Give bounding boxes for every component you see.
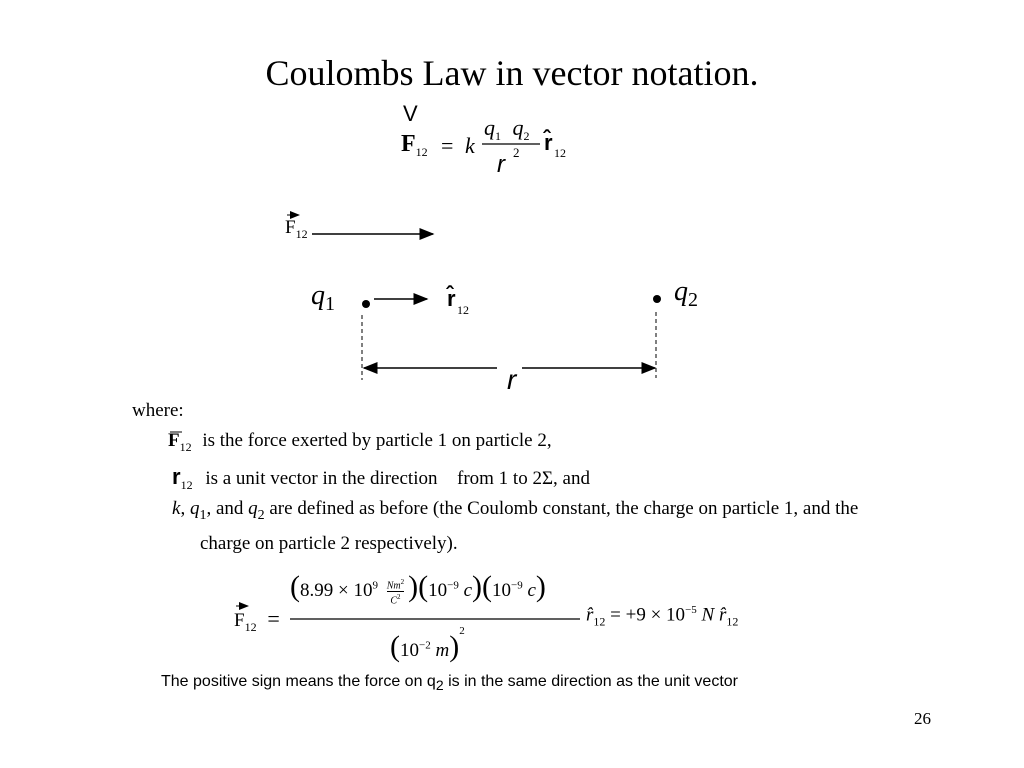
bottom-rhat-1-sub: 12	[593, 614, 606, 629]
diagram-q2-sub: 2	[688, 289, 698, 311]
where-line-1-symbol: F	[168, 430, 180, 451]
bottom-unit-num: Nm$^2$	[386, 577, 405, 592]
where-line-2-sub: 12	[180, 478, 193, 492]
where-line-1	[168, 430, 552, 455]
q1-sub: 1	[495, 129, 501, 143]
diagram-force-sub: 12	[295, 227, 308, 241]
bottom-ten-d: 10	[400, 640, 419, 661]
bottom-rhat-1: r̂	[586, 604, 594, 626]
bottom-equals: =	[267, 606, 280, 631]
bottom-numerator: ($8.99 \times 10^9$ $\frac{Nm^2}{C^2}$ )($10^{-9}$ $c)(10^{-9}$ c)	[290, 570, 546, 607]
diagram-q2-letter: q	[674, 276, 688, 307]
diagram-distance-label: r	[507, 364, 517, 395]
bottom-rhat-2-sub: 12	[726, 614, 739, 629]
bottom-unit-fraction	[387, 577, 404, 607]
particle-1-dot	[362, 300, 370, 308]
v-mark: V	[403, 101, 418, 126]
page-number: 26	[914, 709, 931, 728]
slide-title: Coulombs Law in vector notation.	[265, 53, 759, 93]
diagram-unit-vector: r̂	[447, 286, 456, 311]
bottom-newton: N	[701, 604, 715, 626]
bottom-den-exp: −2	[419, 639, 431, 652]
bottom-denominator: ($10^{-2}$ m)$^2$	[390, 625, 465, 663]
where-line-2-symbol: r	[172, 464, 181, 489]
equals-sign: =	[441, 133, 454, 158]
bottom-charge-exp-1: −9	[447, 579, 459, 592]
q2-sub: 2	[523, 129, 530, 143]
diagram-q1-sub: 1	[325, 293, 335, 315]
bottom-const: 8.99	[300, 580, 334, 601]
bottom-result	[586, 604, 738, 629]
where-heading: where:	[132, 400, 184, 421]
bottom-c-2: c	[527, 580, 536, 601]
bottom-meter: m	[435, 640, 450, 661]
denominator-exponent: 2	[513, 145, 520, 160]
bottom-c-1: c	[463, 580, 473, 601]
force-symbol-letter: F	[401, 131, 416, 157]
denominator-r: r	[497, 151, 505, 178]
q2-symbol: q	[512, 115, 524, 140]
bottom-ten-c: 10	[492, 580, 511, 601]
where-line-3-text: are defined as before (the Coulomb constant, the charge on particle 1, and the	[269, 498, 859, 519]
where-line-3-q1-sub: 1	[199, 508, 207, 523]
diagram-force-letter: F	[285, 217, 296, 238]
bottom-unit-den: $C^2$	[390, 593, 401, 607]
where-line-3: k, $q_1$, and $q_2$ are defined as before (the Coulomb constant, the charge on particle 1, and the	[172, 498, 859, 523]
diagram-unit-vector-sub: 12	[457, 303, 469, 317]
bottom-ten-b: 10	[428, 580, 448, 601]
bottom-lhs	[234, 606, 280, 635]
where-line-2-text: is a unit vector in the direction  from 1 to 2Σ, and	[205, 468, 590, 489]
bottom-exp-9: 9	[372, 579, 378, 592]
unit-vector-symbol: r̂	[544, 130, 553, 155]
bottom-rhat-2: r̂	[718, 604, 727, 626]
coulomb-constant: k	[465, 133, 475, 158]
particle-2-dot	[653, 295, 661, 303]
where-line-3-q2-sub: 2	[257, 508, 265, 523]
note-sub: 2	[435, 677, 444, 693]
bottom-charge-exp-2: −9	[511, 579, 523, 592]
q1-symbol: q	[484, 115, 495, 140]
where-line-3-mid: , and	[206, 498, 244, 519]
where-line-1-text: is the force exerted by particle 1 on particle 2,	[202, 430, 552, 451]
where-line-1-sub: 12	[179, 440, 192, 454]
force-symbol-sub: 12	[415, 145, 428, 159]
bottom-ten-a: 10	[353, 580, 373, 601]
unit-vector-sub: 12	[554, 146, 566, 160]
bottom-lhs-sub: 12	[244, 620, 257, 634]
where-line-2	[172, 464, 590, 493]
where-line-3-k: k	[172, 498, 181, 519]
where-line-3-q2: q	[248, 498, 258, 519]
note-before: The positive sign means the force on q	[161, 673, 436, 690]
where-line-4: charge on particle 2 respectively).	[200, 533, 458, 554]
bottom-times: ×	[338, 580, 349, 601]
bottom-result-exp: −5	[685, 604, 697, 616]
bottom-den-square: 2	[459, 625, 465, 637]
bottom-result-value: = +9 × 10	[610, 604, 686, 626]
where-line-3-q1: q	[189, 498, 200, 519]
note-after: is in the same direction as the unit vector	[443, 673, 738, 690]
bottom-lhs-letter: F	[234, 610, 245, 631]
diagram-q1-letter: q	[311, 280, 325, 311]
explanation-note	[161, 673, 738, 693]
